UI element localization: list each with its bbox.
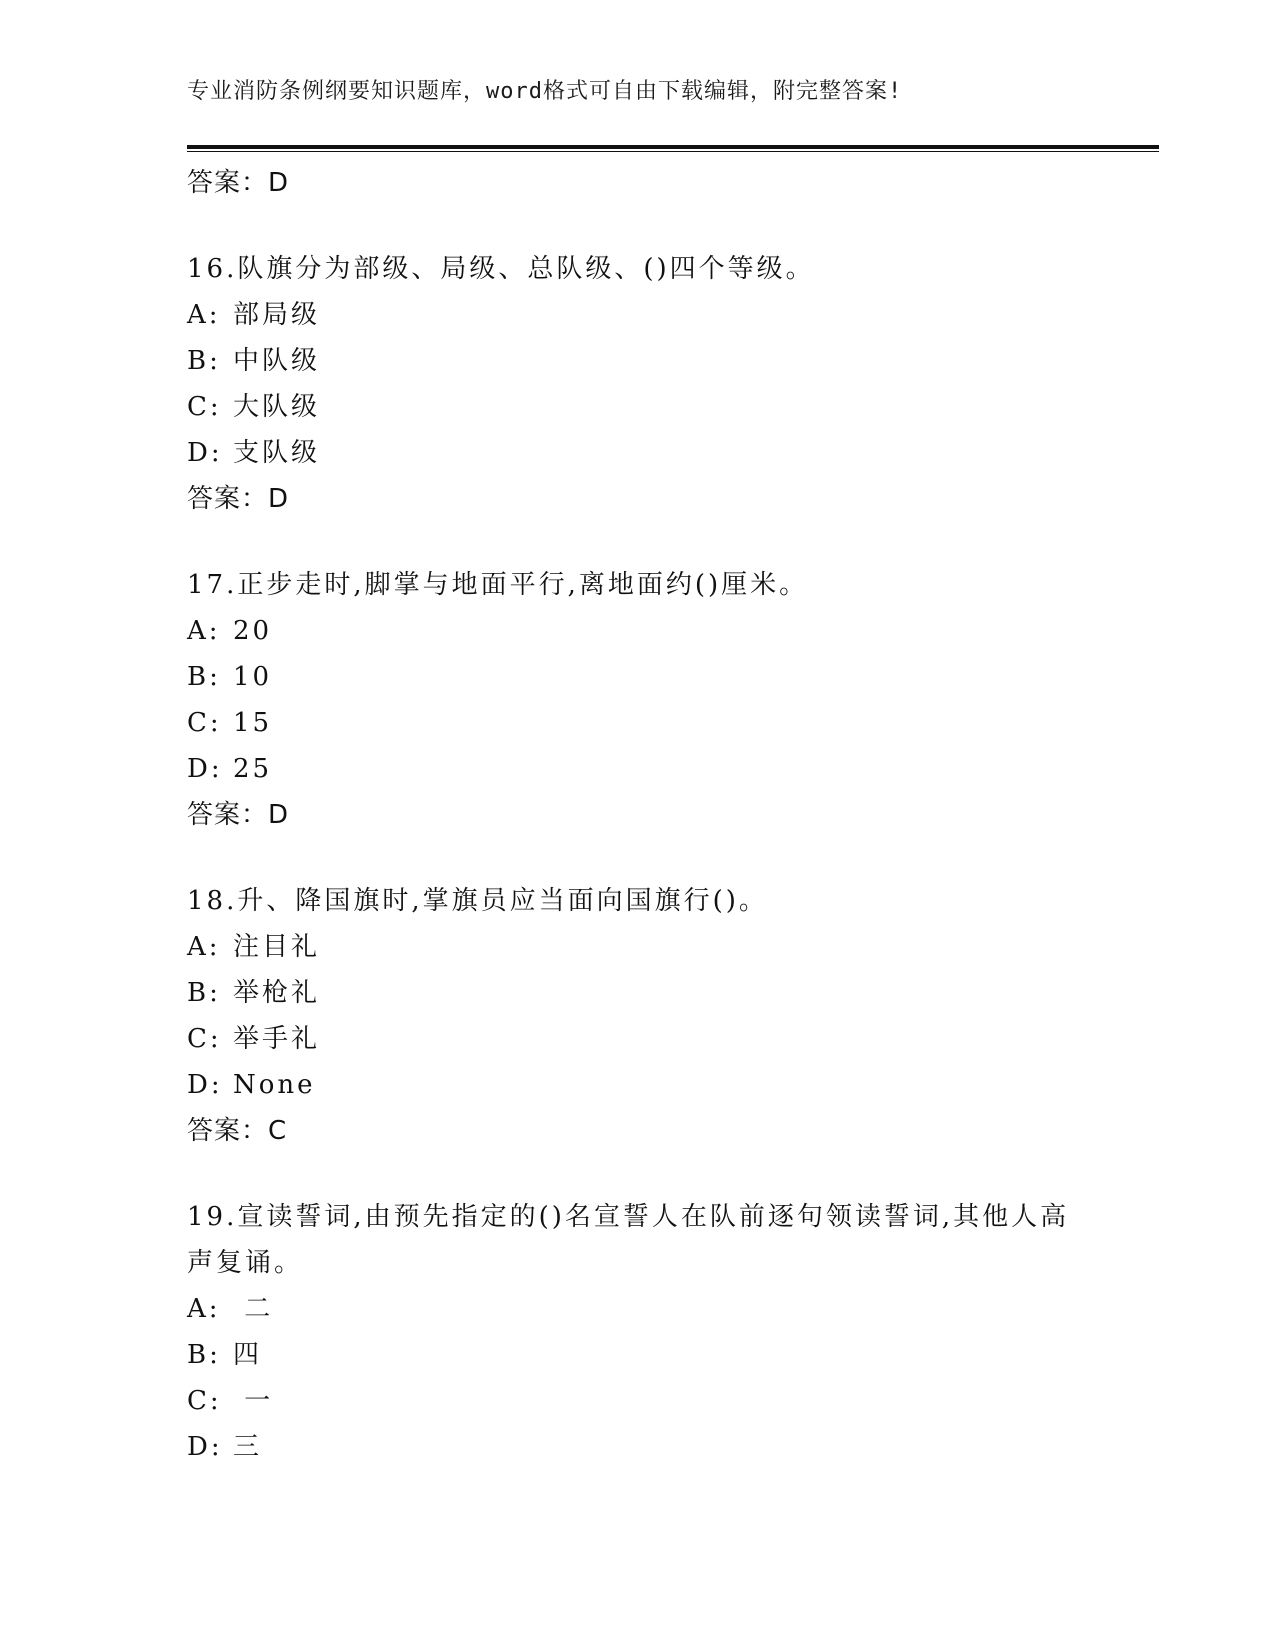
question-block [187, 878, 1087, 1154]
option-text: 10 [233, 662, 273, 692]
option-text: 二 [233, 1294, 274, 1324]
option-b [187, 970, 1087, 1016]
question-block [187, 562, 1087, 838]
question-block [187, 246, 1087, 522]
page-header: 专业消防条例纲要知识题库，word格式可自由下载编辑，附完整答案! [187, 79, 903, 104]
option-text: 15 [233, 708, 273, 738]
question-list [187, 160, 1087, 1470]
option-letter: D: [187, 1432, 223, 1462]
option-text: 四 [233, 1340, 263, 1370]
option-letter: B: [187, 346, 221, 376]
option-text: 20 [233, 616, 273, 646]
option-a [187, 924, 1087, 970]
question-text: 18.升、降国旗时,掌旗员应当面向国旗行()。 [187, 886, 768, 916]
option-d [187, 1062, 1087, 1108]
question-text: 19.宣读誓词,由预先指定的()名宣誓人在队前逐句领读誓词,其他人高声复诵。 [187, 1202, 1070, 1278]
option-text: None [233, 1070, 316, 1100]
option-text: 一 [233, 1386, 274, 1416]
option-letter: C: [187, 708, 222, 738]
option-a [187, 608, 1087, 654]
option-text: 中队级 [233, 346, 321, 376]
option-letter: A: [187, 1294, 221, 1324]
option-a [187, 292, 1087, 338]
option-a [187, 1286, 1087, 1332]
answer-text: 答案：D [187, 484, 290, 514]
option-letter: B: [187, 662, 221, 692]
option-c [187, 700, 1087, 746]
option-text: 举枪礼 [233, 978, 321, 1008]
option-text: 大队级 [233, 392, 321, 422]
answer-text: 答案：C [187, 1116, 288, 1146]
option-text: 三 [233, 1432, 263, 1462]
option-d [187, 430, 1087, 476]
option-letter: C: [187, 1386, 222, 1416]
question-block [187, 1194, 1087, 1470]
option-letter: B: [187, 1340, 221, 1370]
option-letter: D: [187, 754, 223, 784]
question-text: 16.队旗分为部级、局级、总队级、()四个等级。 [187, 254, 815, 284]
option-letter: A: [187, 932, 221, 962]
option-letter: B: [187, 978, 221, 1008]
option-c [187, 1016, 1087, 1062]
option-b [187, 1332, 1087, 1378]
option-b [187, 654, 1087, 700]
option-d [187, 746, 1087, 792]
option-d [187, 1424, 1087, 1470]
option-text: 25 [233, 754, 273, 784]
option-text: 支队级 [233, 438, 321, 468]
option-text: 注目礼 [233, 932, 321, 962]
option-letter: C: [187, 1024, 222, 1054]
option-c [187, 384, 1087, 430]
option-letter: A: [187, 300, 221, 330]
option-text: 部局级 [233, 300, 321, 330]
option-b [187, 338, 1087, 384]
header-rule-thin [187, 151, 1159, 152]
question-text: 17.正步走时,脚掌与地面平行,离地面约()厘米。 [187, 570, 809, 600]
option-text: 举手礼 [233, 1024, 321, 1054]
option-letter: D: [187, 438, 223, 468]
option-letter: C: [187, 392, 222, 422]
header-rule-thick [187, 145, 1159, 149]
option-letter: D: [187, 1070, 223, 1100]
answer-text: 答案：D [187, 800, 290, 830]
option-letter: A: [187, 616, 221, 646]
previous-answer: 答案：D [187, 168, 290, 198]
option-c [187, 1378, 1087, 1424]
